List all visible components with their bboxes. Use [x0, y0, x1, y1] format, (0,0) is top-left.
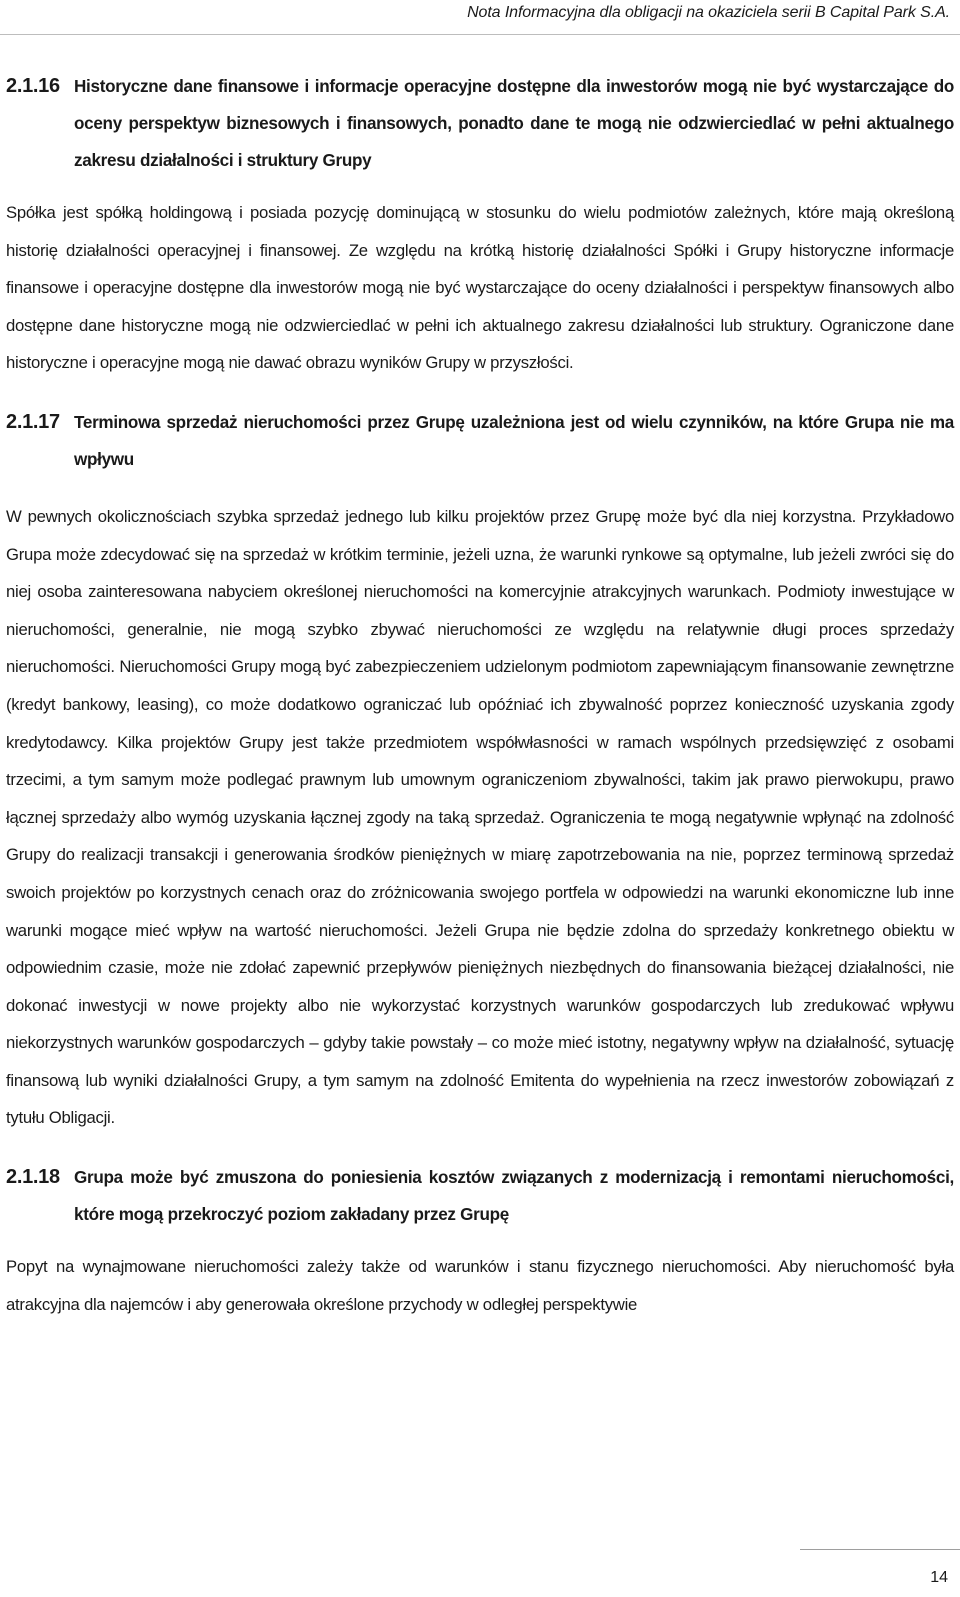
section-heading-2-1-17	[6, 404, 954, 478]
section-heading-2-1-18	[6, 1159, 954, 1233]
document-body	[6, 68, 954, 1323]
section-title: Terminowa sprzedaż nieruchomości przez Grupę uzależniona jest od wielu czynników, na które Grupa nie ma wpływu	[74, 412, 954, 469]
header-rule	[0, 34, 960, 35]
footer-rule	[800, 1549, 960, 1550]
section-title: Historyczne dane finansowe i informacje operacyjne dostępne dla inwestorów mogą nie być wystarczające do oceny perspektyw biznesowych i finansowych, ponadto dane te mogą nie odzwierciedlać w pełni aktualnego zakresu działalności i struktury Grupy	[74, 77, 954, 170]
page-number: 14	[930, 1569, 948, 1586]
section-number: 2.1.18	[6, 1166, 60, 1189]
section-paragraph: W pewnych okolicznościach szybka sprzedaż jednego lub kilku projektów przez Grupę może być dla niej korzystna. Przykładowo Grupa może zdecydować się na sprzedaż w krótkim terminie, jeżeli uzna, że warunki rynkowe są optymalne, lub jeżeli zwróci się do niej osoba zainteresowana nabyciem określonej nieruchomości na komercyjnie atrakcyjnych warunkach. Podmioty inwestujące w nieruchomości, generalnie, nie mogą szybko zbywać nieruchomości ze względu na relatywnie długi proces sprzedaży nieruchomości. Nieruchomości Grupy mogą być zabezpieczeniem udzielonym podmiotom zapewniającym finansowanie zewnętrzne (kredyt bankowy, leasing), co może dodatkowo ograniczać lub opóźniać ich zbywalność poprzez konieczność uzyskania zgody kredytodawcy. Kilka projektów Grupy jest także przedmiotem współwłasności w ramach wspólnych przedsięwzięć z osobami trzecimi, a tym samym może podlegać prawnym lub umownym ograniczeniom zbywalności, takim jak prawo pierwokupu, prawo łącznej sprzedaży albo wymóg uzyskania łącznej zgody na taką sprzedaż. Ograniczenia te mogą negatywnie wpłynąć na zdolność Grupy do realizacji transakcji i generowania środków pieniężnych w miarę zapotrzebowania na nie, poprzez terminową sprzedaż swoich projektów po korzystnych cenach oraz do zróżnicowania swojego portfela w odpowiedzi na warunki ekonomiczne lub inne warunki mogące mieć wpływ na wartość nieruchomości. Jeżeli Grupa nie będzie zdolna do sprzedaży konkretnego obiektu w odpowiednim czasie, może nie zdołać zapewnić przepływów pieniężnych niezbędnych do finansowania bieżącej działalności, nie dokonać inwestycji w nowe projekty albo nie wykorzystać korzystnych warunków gospodarczych lub zredukować wpływu niekorzystnych warunków gospodarczych – gdyby takie powstały – co może mieć istotny, negatywny wpływ na działalność, sytuację finansową lub wyniki działalności Grupy, a tym samym na zdolność Emitenta do wypełnienia na rzecz inwestorów zobowiązań z tytułu Obligacji.	[6, 506, 954, 1128]
section-paragraph: Spółka jest spółką holdingową i posiada pozycję dominującą w stosunku do wielu podmiotów zależnych, które mają określoną historię działalności operacyjnej i finansowej. Ze względu na krótką historię działalności Spółki i Grupy historyczne informacje finansowe i operacyjne dostępne dla inwestorów mogą nie być wystarczające do oceny działalności i perspektyw finansowych albo dostępne dane historyczne mogą nie odzwierciedlać w pełni ich aktualnego zakresu działalności lub struktury. Ograniczone dane historyczne i operacyjne mogą nie dawać obrazu wyników Grupy w przyszłości.	[6, 203, 954, 373]
section-number: 2.1.17	[6, 410, 60, 433]
section-title: Grupa może być zmuszona do poniesienia kosztów związanych z modernizacją i remontami nieruchomości, które mogą przekroczyć poziom zakładany przez Grupę	[74, 1168, 954, 1225]
running-header: Nota Informacyjna dla obligacji na okaziciela serii B Capital Park S.A.	[467, 4, 950, 21]
section-number: 2.1.16	[6, 75, 60, 97]
section-paragraph: Popyt na wynajmowane nieruchomości zależy także od warunków i stanu fizycznego nieruchomości. Aby nieruchomość była atrakcyjna dla najemców i aby generowała określone przychody w odległej perspektywie	[6, 1257, 954, 1314]
section-heading-2-1-16	[6, 68, 954, 179]
